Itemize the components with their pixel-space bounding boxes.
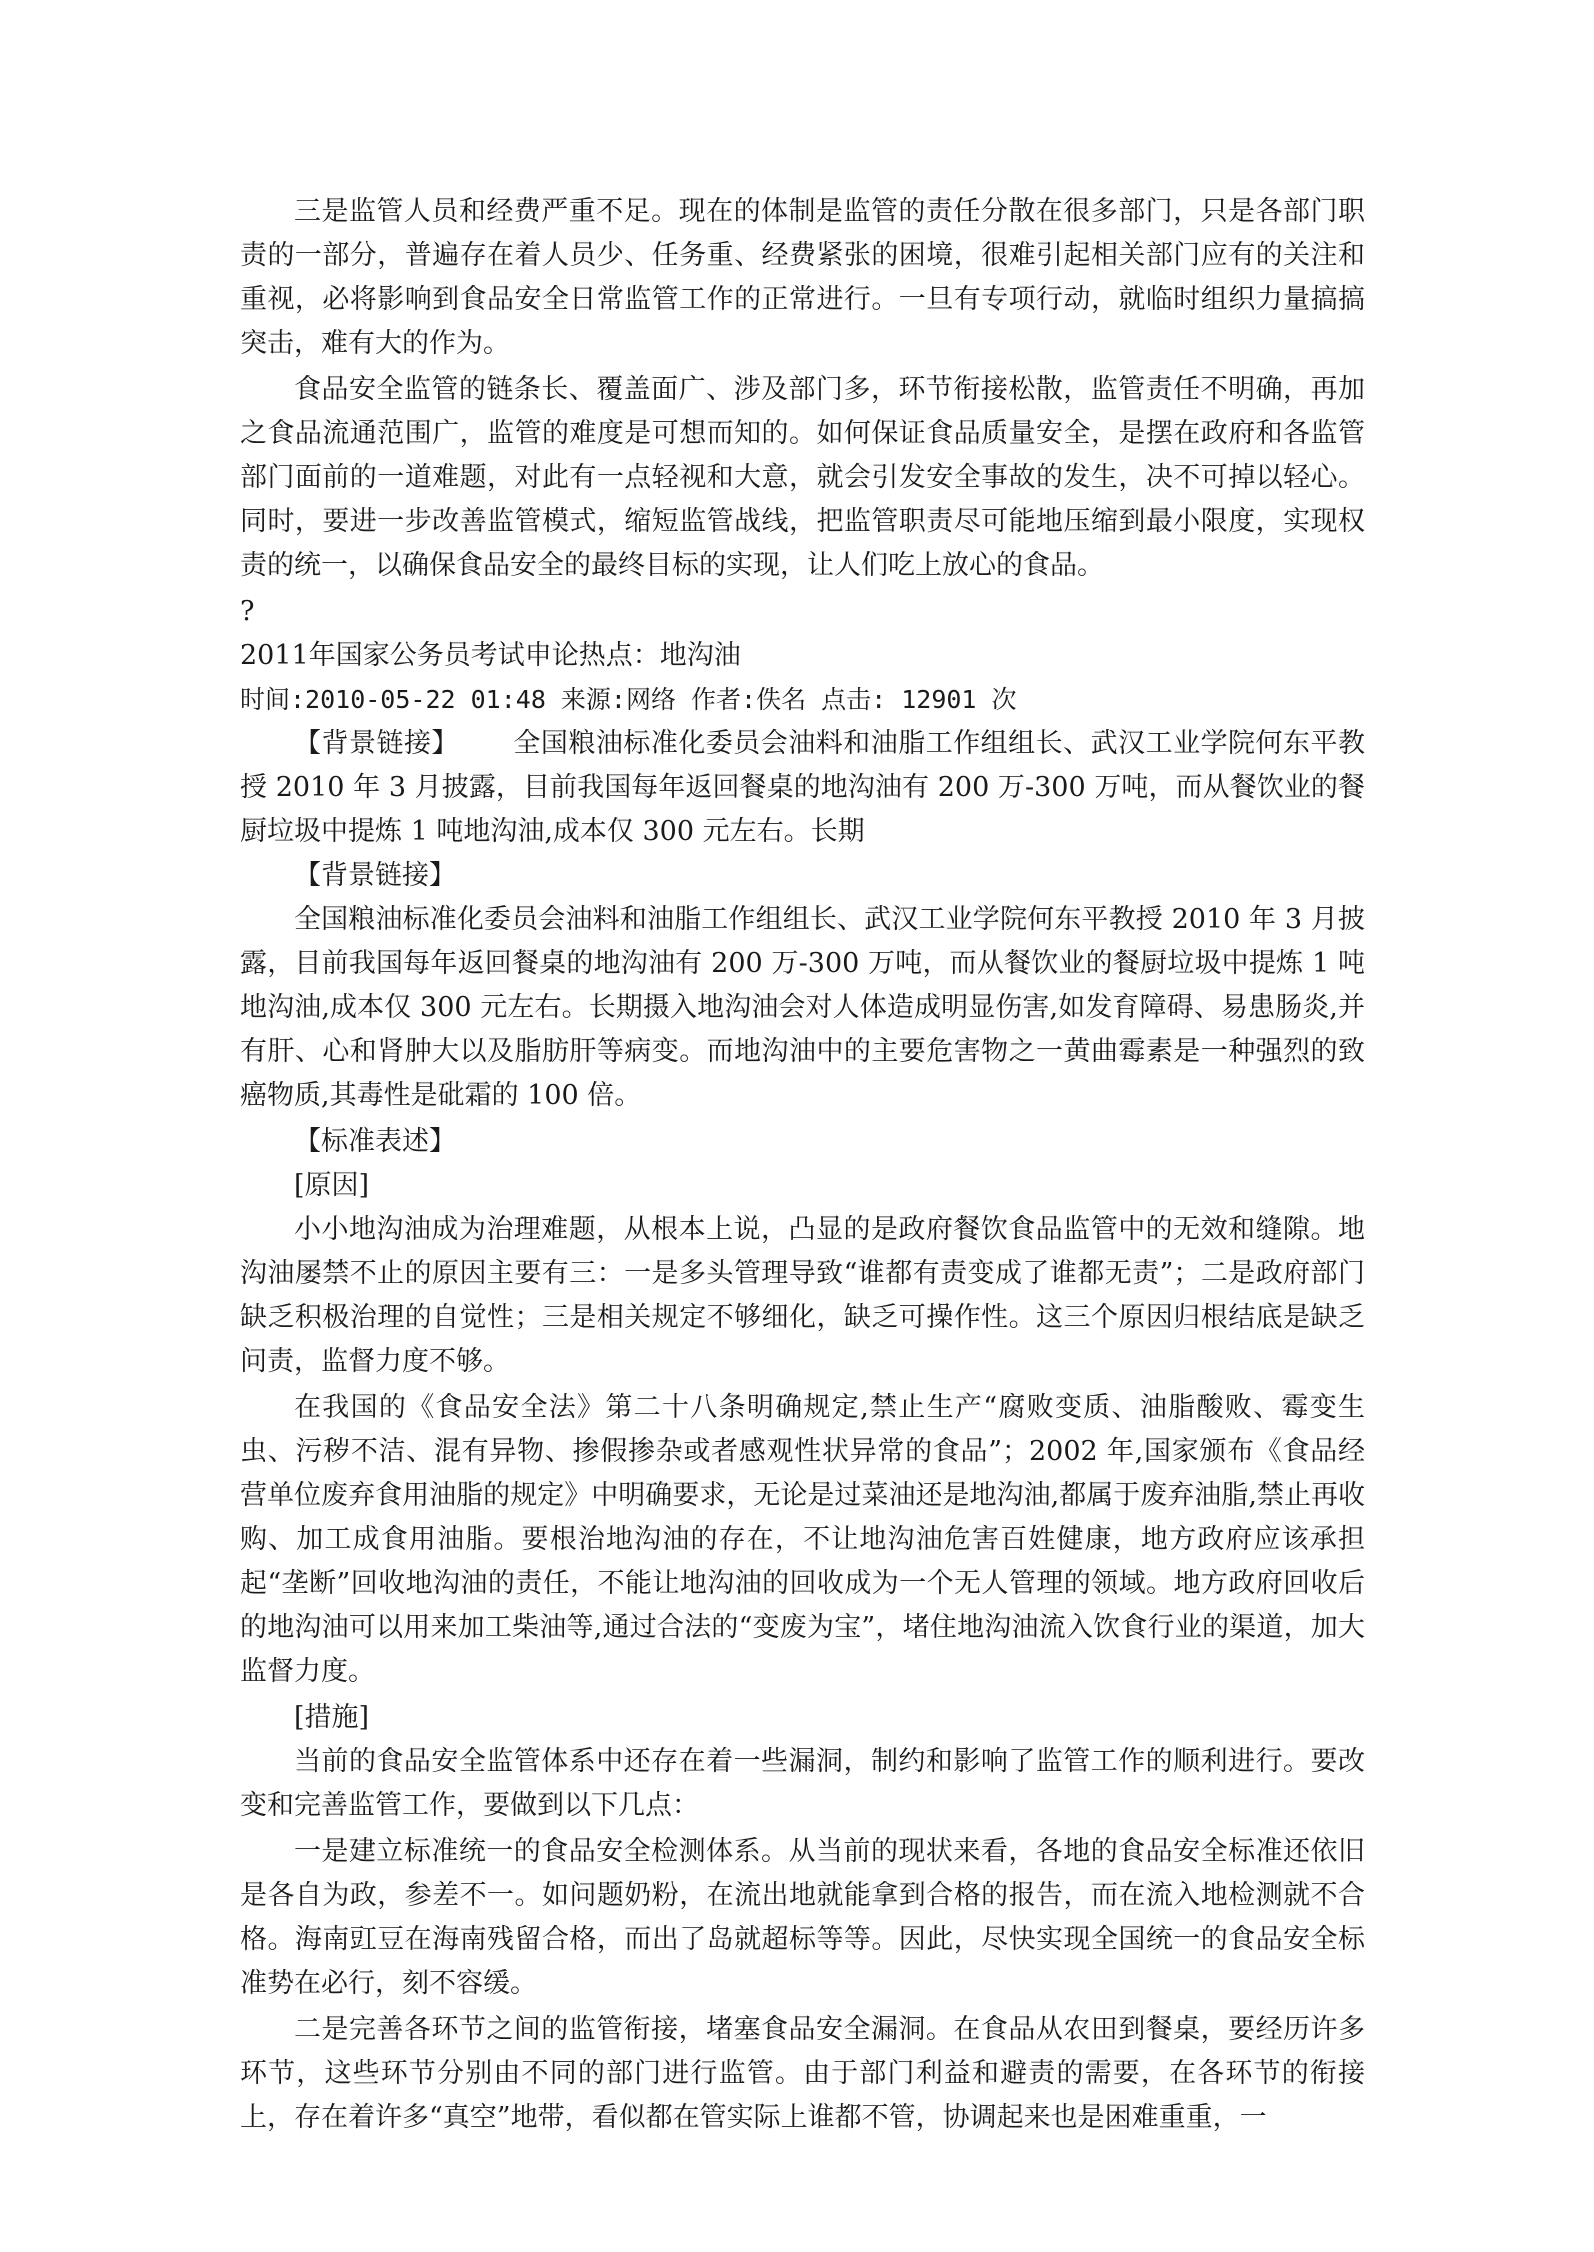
paragraph-staffing-shortage: 三是监管人员和经费严重不足。现在的体制是监管的责任分散在很多部门，只是各部门职责的一部分，普遍存在着人员少、任务重、经费紧张的困境，很难引起相关部门应有的关注和重视，必将影响到食品安全日常监管工作的正常进行。一旦有专项行动，就临时组织力量搞搞突击，难有大的作为。 — [240, 196, 1365, 359]
question-mark: ? — [240, 596, 255, 627]
background-tag-inline: 【背景链接】 — [294, 728, 459, 759]
background-body: 全国粮油标准化委员会油料和油脂工作组组长、武汉工业学院何东平教授 2010 年 3 月披露，目前我国每年返回餐桌的地沟油有 200 万-300 万吨，而从餐饮业的餐厨垃圾中提炼 1 吨地沟油,成本仅 300 元左右。长期摄入地沟油会对人体造成明显伤害,如发育障碍、易患肠炎,并有肝、心和肾肿大以及脂肪肝等病变。而地沟油中的主要危害物之一黄曲霉素是一种强烈的致癌物质,其毒性是砒霜的 100 倍。 — [240, 904, 1365, 1111]
article-meta: 时间:2010-05-22 01:48 来源:网络 作者:佚名 点击: 12901 次 — [240, 685, 1017, 714]
paragraph-supervision-chain: 食品安全监管的链条长、覆盖面广、涉及部门多，环节衔接松散，监管责任不明确，再加之食品流通范围广，监管的难度是可想而知的。如何保证食品质量安全，是摆在政府和各监管部门面前的一道难题，对此有一点轻视和大意，就会引发安全事故的发生，决不可掉以轻心。同时，要进一步改善监管模式，缩短监管战线，把监管职责尽可能地压缩到最小限度，实现权责的统一，以确保食品安全的最终目标的实现，让人们吃上放心的食品。 — [240, 374, 1365, 581]
cause-subheading: [原因] — [294, 1170, 370, 1201]
standard-statement-tag: 【标准表述】 — [294, 1126, 456, 1157]
document-page — [240, 190, 1365, 2142]
article-title: 2011年国家公务员考试申论热点：地沟油 — [240, 640, 741, 671]
background-lead — [240, 722, 1365, 854]
cause-paragraph-1: 小小地沟油成为治理难题，从根本上说，凸显的是政府餐饮食品监管中的无效和缝隙。地沟油屡禁不止的原因主要有三：一是多头管理导致“谁都有责变成了谁都无责”；二是政府部门缺乏积极治理的自觉性；三是相关规定不够细化，缺乏可操作性。这三个原因归根结底是缺乏问责，监督力度不够。 — [240, 1214, 1365, 1377]
measure-subheading: [措施] — [294, 1702, 370, 1733]
background-lead-text: 全国粮油标准化委员会油料和油脂工作组组长、武汉工业学院何东平教授 2010 年 3 月披露，目前我国每年返回餐桌的地沟油有 200 万-300 万吨，而从餐饮业的餐厨垃圾中提炼 1 吨地沟油,成本仅 300 元左右。长期 — [240, 728, 1366, 847]
background-tag: 【背景链接】 — [294, 860, 456, 891]
measure-paragraph-2: 二是完善各环节之间的监管衔接，堵塞食品安全漏洞。在食品从农田到餐桌，要经历许多环节，这些环节分别由不同的部门进行监管。由于部门利益和避责的需要，在各环节的衔接上，存在着许多“真空”地带，看似都在管实际上谁都不管，协调起来也是困难重重，一 — [240, 2014, 1365, 2133]
measure-paragraph-1: 一是建立标准统一的食品安全检测体系。从当前的现状来看，各地的食品安全标准还依旧是各自为政，参差不一。如问题奶粉，在流出地就能拿到合格的报告，而在流入地检测就不合格。海南豇豆在海南残留合格，而出了岛就超标等等。因此，尽快实现全国统一的食品安全标准势在必行，刻不容缓。 — [240, 1836, 1365, 1999]
cause-paragraph-2: 在我国的《食品安全法》第二十八条明确规定,禁止生产“腐败变质、油脂酸败、霉变生虫、污秽不洁、混有异物、掺假掺杂或者感观性状异常的食品”；2002 年,国家颁布《食品经营单位废弃食用油脂的规定》中明确要求，无论是过菜油还是地沟油,都属于废弃油脂,禁止再收购、加工成食用油脂。要根治地沟油的存在，不让地沟油危害百姓健康，地方政府应该承担起“垄断”回收地沟油的责任，不能让地沟油的回收成为一个无人管理的领域。地方政府回收后的地沟油可以用来加工柴油等,通过合法的“变废为宝”，堵住地沟油流入饮食行业的渠道，加大监督力度。 — [240, 1392, 1365, 1687]
measure-intro: 当前的食品安全监管体系中还存在着一些漏洞，制约和影响了监管工作的顺利进行。要改变和完善监管工作，要做到以下几点： — [240, 1746, 1365, 1821]
